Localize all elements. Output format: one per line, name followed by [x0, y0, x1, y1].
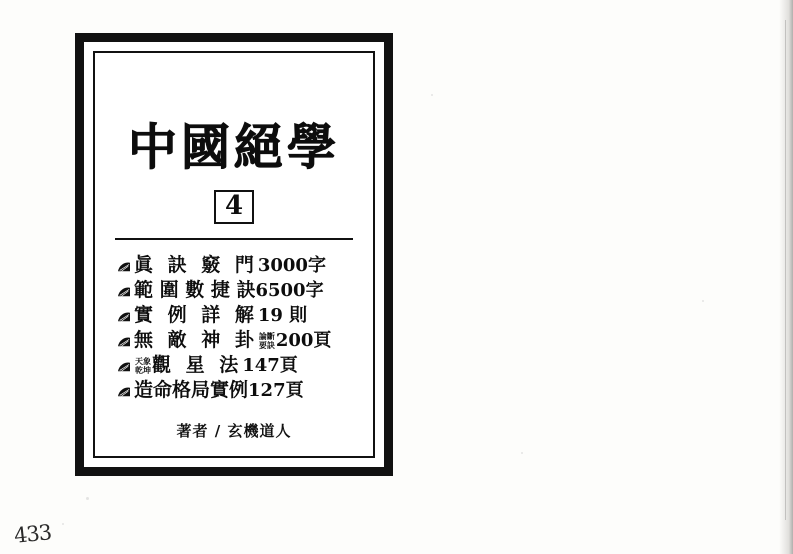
list-item-annotation	[259, 332, 275, 350]
list-item-detail: 3000字	[257, 255, 326, 277]
list-item-title: 範 圍 數 捷 訣	[134, 279, 256, 302]
fan-bullet-icon	[117, 361, 131, 373]
list-item-title: 造命格局實例	[134, 379, 249, 402]
list-item-title: 觀 星 法	[152, 354, 243, 377]
fan-bullet-icon	[117, 311, 131, 323]
handwritten-page-number: 433	[12, 520, 53, 548]
list-item	[117, 252, 359, 277]
list-item-detail: 200頁	[275, 330, 332, 352]
fan-bullet-icon	[117, 386, 131, 398]
list-item-title: 無 敵 神 卦	[134, 329, 258, 352]
list-item	[117, 327, 359, 352]
contents-list	[109, 252, 359, 402]
list-item	[117, 302, 359, 327]
fan-bullet-icon	[117, 336, 131, 348]
scan-edge-line	[785, 20, 786, 520]
page-speck	[86, 497, 89, 500]
book-title: 中國絕學	[127, 118, 340, 176]
list-item	[117, 377, 359, 402]
page-speck	[521, 452, 523, 454]
page-speck	[431, 94, 433, 96]
list-item-detail: 19 則	[257, 305, 308, 327]
list-item-detail: 127頁	[248, 380, 304, 402]
author-line: 著者 / 玄機道人	[176, 422, 292, 441]
list-item-title: 眞 訣 竅 門	[134, 254, 258, 277]
annotation-line-bottom: 要訣	[258, 340, 275, 351]
cover-content	[95, 53, 373, 456]
list-item-detail: 147頁	[242, 355, 298, 377]
list-item-annotation	[135, 357, 151, 375]
cover-inner-border	[93, 51, 375, 458]
list-item	[117, 352, 359, 377]
page-speck	[62, 523, 64, 525]
book-cover	[75, 33, 393, 476]
annotation-line-top: 天象	[135, 356, 151, 367]
annotation-line-top: 論斷	[258, 331, 275, 342]
fan-bullet-icon	[117, 286, 131, 298]
list-item	[117, 277, 359, 302]
list-item-title: 實 例 詳 解	[134, 304, 258, 327]
page-speck	[702, 300, 704, 302]
list-item-detail: 6500字	[255, 280, 324, 302]
title-divider	[115, 238, 353, 240]
volume-number: 4	[214, 190, 254, 224]
scan-edge-shadow	[779, 0, 793, 554]
fan-bullet-icon	[117, 261, 131, 273]
volume-wrapper	[109, 190, 359, 224]
annotation-line-bottom: 乾坤	[135, 365, 151, 376]
